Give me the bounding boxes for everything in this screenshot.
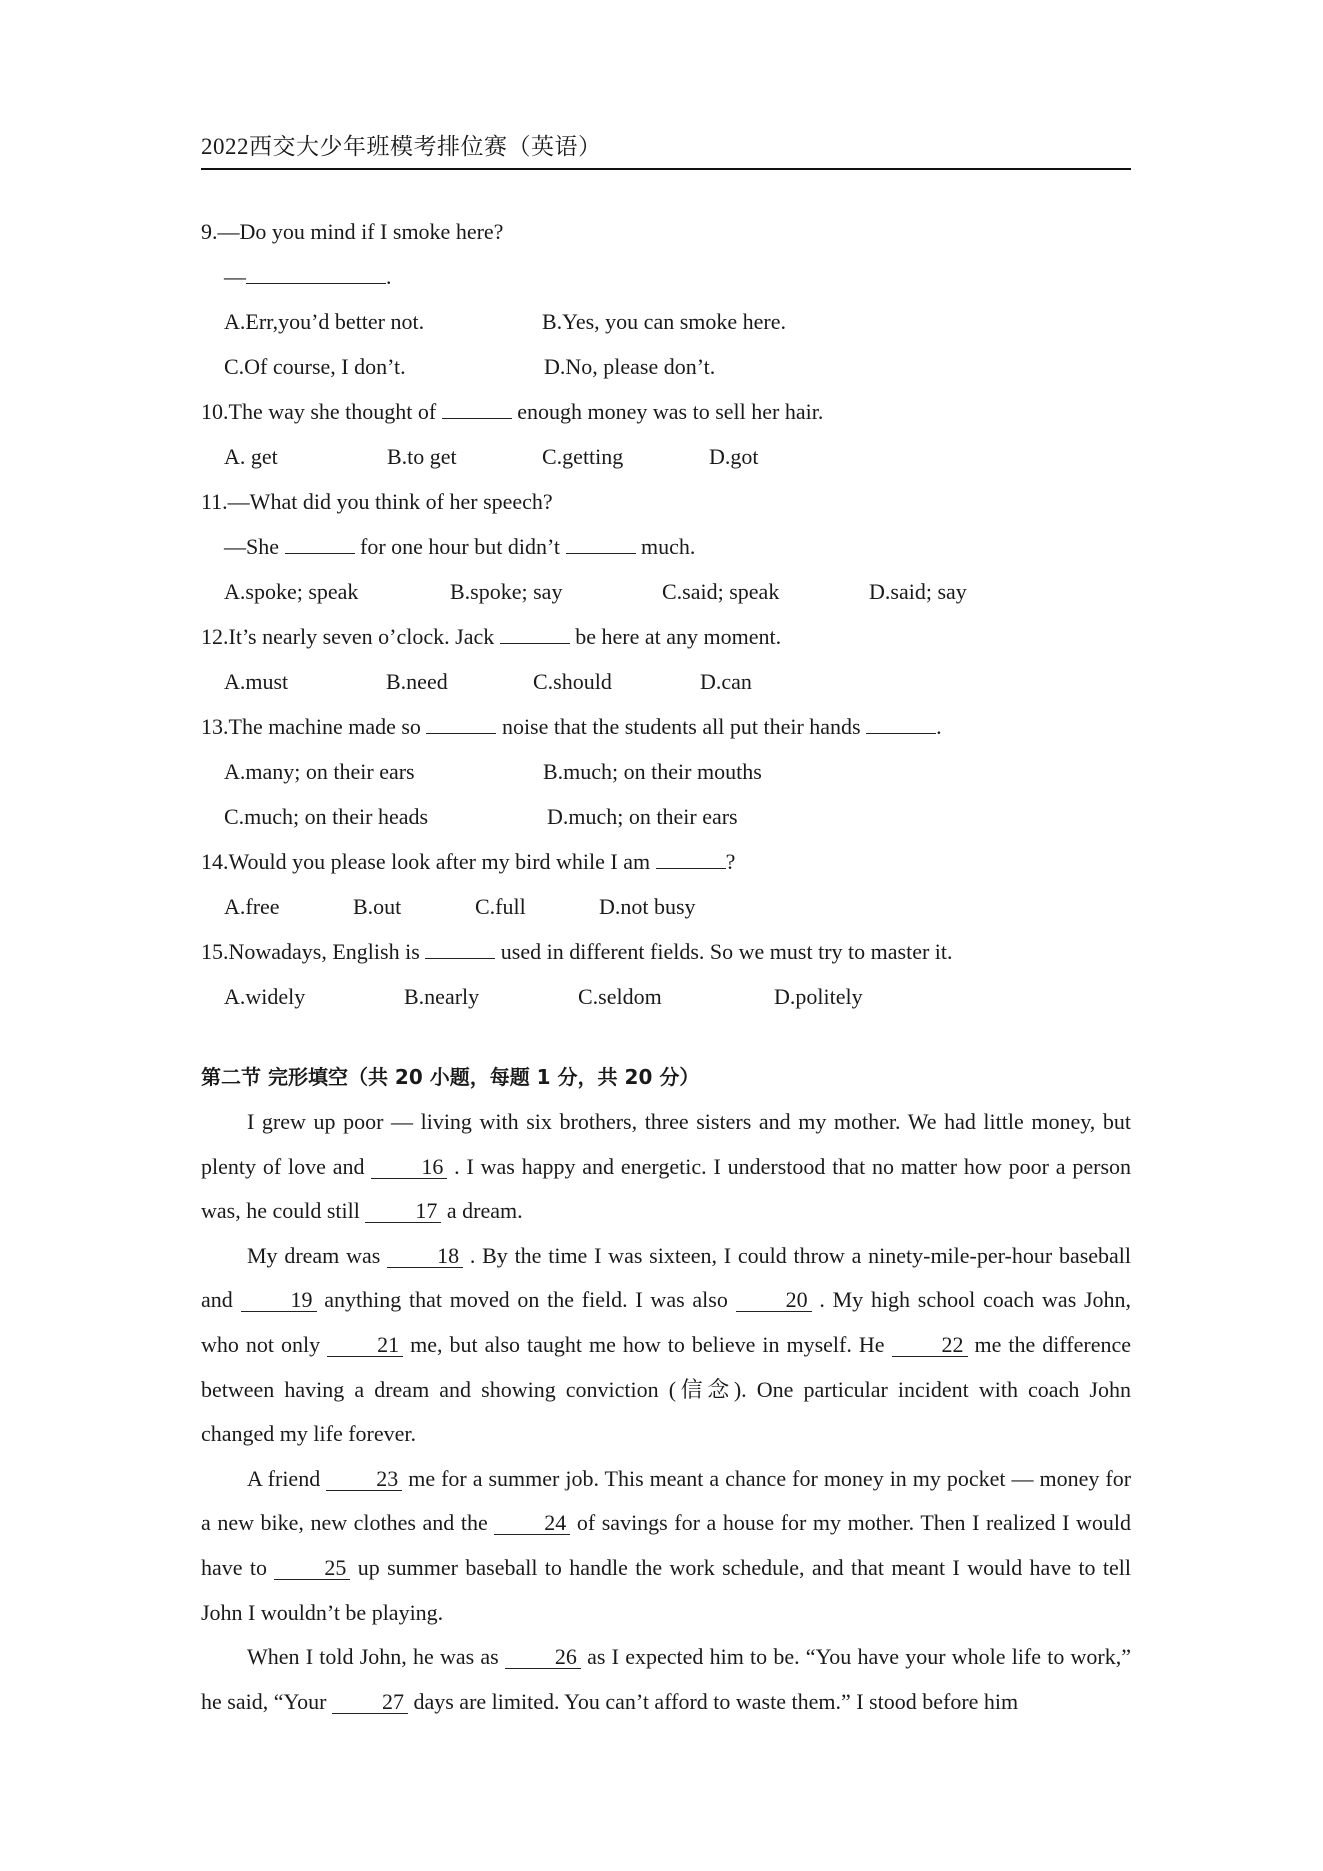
question-11: [201, 479, 1131, 524]
cloze-blank-21[interactable]: 21: [327, 1334, 403, 1357]
question-text: 9.—Do you mind if I smoke here?: [201, 219, 504, 244]
question-text: 12.It’s nearly seven o’clock. Jack: [201, 624, 495, 649]
option-a: A.spoke; speak: [224, 579, 359, 604]
question-text: 13.The machine made so: [201, 714, 421, 739]
question-9-options-row1: [201, 299, 1131, 344]
option-d: D.said; say: [869, 579, 967, 604]
cloze-blank-24[interactable]: 24: [494, 1512, 570, 1535]
answer-blank[interactable]: [426, 733, 496, 734]
question-text-tail: enough money was to sell her hair.: [517, 399, 824, 424]
answer-blank[interactable]: [566, 553, 636, 554]
option-d: D.not busy: [599, 894, 696, 919]
option-a: A.Err,you’d better not.: [224, 309, 425, 334]
option-a: A.many; on their ears: [224, 759, 415, 784]
option-b: B.much; on their mouths: [543, 759, 762, 784]
option-a: A.free: [224, 894, 280, 919]
option-c: C.said; speak: [662, 579, 780, 604]
question-13-options-row2: [201, 794, 1131, 839]
question-10-options: [201, 434, 1131, 479]
answer-blank[interactable]: [246, 283, 386, 284]
option-b: B.Yes, you can smoke here.: [542, 309, 787, 334]
question-text-tail: used in different fields. So we must try to master it.: [500, 939, 953, 964]
header-rule: [201, 168, 1131, 170]
option-a: A. get: [224, 444, 278, 469]
answer-blank[interactable]: [500, 643, 570, 644]
paragraph-text: a dream.: [446, 1198, 523, 1224]
option-d: D.can: [700, 669, 752, 694]
option-c: C.should: [533, 669, 612, 694]
paragraph-text: as I expected him to be. “You have your whole life to work,” he said, “Your: [201, 1644, 1132, 1714]
answer-blank[interactable]: [425, 958, 495, 959]
question-text: 15.Nowadays, English is: [201, 939, 420, 964]
question-9-options-row2: [201, 344, 1131, 389]
option-d: D.No, please don’t.: [544, 354, 716, 379]
option-c: C.much; on their heads: [224, 804, 429, 829]
cloze-blank-25[interactable]: 25: [274, 1557, 350, 1580]
cloze-blank-18[interactable]: 18: [387, 1245, 463, 1268]
question-14: [201, 839, 1131, 884]
cloze-paragraph-2: [201, 1234, 1131, 1457]
option-b: B.spoke; say: [450, 579, 563, 604]
question-9-reply: [201, 254, 1131, 299]
option-c: C.full: [475, 894, 526, 919]
cloze-blank-17[interactable]: 17: [365, 1200, 441, 1223]
option-c: C.seldom: [578, 984, 662, 1009]
reply-dash: —: [224, 264, 246, 289]
answer-blank[interactable]: [656, 868, 726, 869]
question-text: 11.—What did you think of her speech?: [201, 489, 553, 514]
question-9: [201, 209, 1131, 254]
question-13-options-row1: [201, 749, 1131, 794]
paragraph-text: days are limited. You can’t afford to waste them.” I stood before him: [413, 1688, 1019, 1714]
question-11-options: [201, 569, 1131, 614]
page-header: 2022西交大少年班模考排位赛（英语）: [201, 134, 602, 159]
question-11-reply: [201, 524, 1131, 569]
question-12-options: [201, 659, 1131, 704]
question-text: 14.Would you please look after my bird while I am: [201, 849, 651, 874]
option-b: B.to get: [387, 444, 457, 469]
paragraph-text: . By the time I was sixteen, I could throw a ninety-mile-per-hour baseball and: [201, 1242, 1132, 1313]
question-15-options: [201, 974, 1131, 1019]
option-d: D.got: [709, 444, 759, 469]
question-12: [201, 614, 1131, 659]
cloze-blank-19[interactable]: 19: [241, 1289, 317, 1312]
paragraph-text: me, but also taught me how to believe in myself. He: [410, 1331, 885, 1357]
option-a: A.widely: [224, 984, 306, 1009]
paragraph-text: of savings for a house for my mother. Then I realized I would have to: [201, 1510, 1132, 1580]
question-text: 10.The way she thought of: [201, 399, 437, 424]
exam-content: [201, 209, 1131, 1724]
paragraph-text: anything that moved on the field. I was also: [324, 1287, 728, 1313]
cloze-paragraph-3: [201, 1457, 1131, 1635]
paragraph-text: up summer baseball to handle the work schedule, and that meant I would have to tell John I wouldn’t be playing.: [201, 1554, 1132, 1625]
paragraph-text: me for a summer job. This meant a chance for money in my pocket — money for a new bike, new clothes and the: [201, 1465, 1132, 1536]
question-text-tail: .: [936, 714, 942, 739]
option-c: C.getting: [542, 444, 624, 469]
option-d: D.politely: [774, 984, 863, 1009]
option-b: B.need: [386, 669, 448, 694]
option-b: B.nearly: [404, 984, 480, 1009]
question-14-options: [201, 884, 1131, 929]
answer-blank[interactable]: [442, 418, 512, 419]
section-title: 第二节 完形填空（共 20 小题，每题 1 分，共 20 分）: [201, 1065, 700, 1089]
answer-blank[interactable]: [285, 553, 355, 554]
paragraph-text: me the difference between having a dream and showing conviction (信念). One particular incident with coach John changed my life forever.: [201, 1331, 1132, 1447]
reply-text: much.: [641, 534, 696, 559]
question-13: [201, 704, 1131, 749]
paragraph-text: A friend: [247, 1465, 321, 1491]
question-15: [201, 929, 1131, 974]
cloze-blank-27[interactable]: 27: [332, 1691, 408, 1714]
option-a: A.must: [224, 669, 289, 694]
reply-text: for one hour but didn’t: [360, 534, 561, 559]
paragraph-text: My dream was: [247, 1242, 381, 1268]
option-b: B.out: [353, 894, 402, 919]
answer-blank[interactable]: [866, 733, 936, 734]
cloze-paragraph-4: [201, 1635, 1131, 1724]
option-c: C.Of course, I don’t.: [224, 354, 406, 379]
cloze-blank-22[interactable]: 22: [892, 1334, 968, 1357]
question-text-mid: noise that the students all put their hands: [501, 714, 861, 739]
question-text-tail: ?: [725, 849, 736, 874]
paragraph-text: . My high school coach was John, who not only: [201, 1287, 1132, 1357]
cloze-blank-20[interactable]: 20: [736, 1289, 812, 1312]
reply-period: .: [386, 264, 392, 289]
paragraph-text: I grew up poor — living with six brothers, three sisters and my mother. We had little money, but plenty of love and: [201, 1109, 1131, 1179]
paragraph-text: When I told John, he was as: [247, 1644, 499, 1670]
cloze-blank-23[interactable]: 23: [326, 1468, 402, 1491]
cloze-blank-16[interactable]: 16: [371, 1156, 447, 1179]
cloze-paragraph-1: [201, 1100, 1131, 1234]
option-d: D.much; on their ears: [547, 804, 738, 829]
question-text-tail: be here at any moment.: [575, 624, 782, 649]
paragraph-text: . I was happy and energetic. I understood that no matter how poor a person was, he could still: [201, 1153, 1132, 1224]
question-10: [201, 389, 1131, 434]
cloze-blank-26[interactable]: 26: [505, 1646, 581, 1669]
reply-text: —She: [224, 534, 279, 559]
